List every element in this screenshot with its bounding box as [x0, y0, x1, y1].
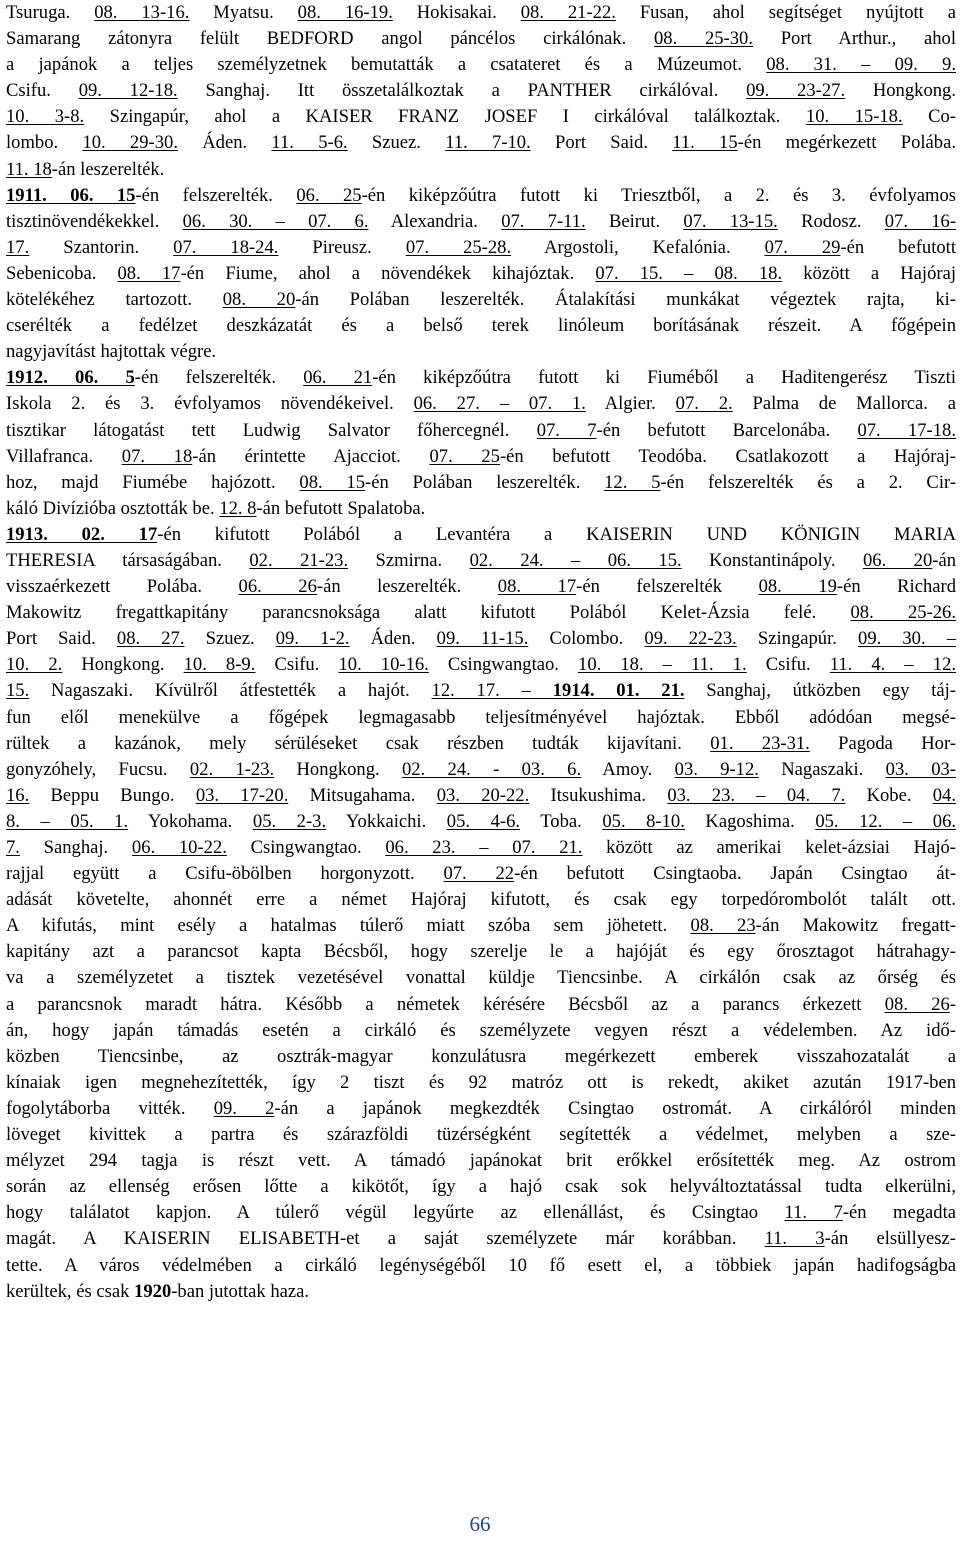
text-run: Samarang zátonyra felült BEDFORD angol páncélos cirkálónak.	[6, 28, 654, 50]
text-run: -án leszerelték.	[316, 576, 498, 598]
date-reference: 07. 18	[121, 445, 193, 467]
text-run: Szmirna.	[348, 549, 470, 571]
text-run: -án Polában leszerelték. Átalakítási munkákat végeztek rajta, ki-	[295, 289, 957, 311]
date-reference: 06. 20	[862, 549, 933, 571]
text-line	[6, 1200, 956, 1226]
date-reference: 01. 23-31.	[710, 732, 810, 754]
text-run: Mitsugahama.	[288, 784, 437, 806]
text-run: tisztinövendékekkel.	[6, 210, 183, 232]
text-run: Villafranca.	[6, 445, 122, 467]
date-reference: 1912. 06. 5	[6, 367, 135, 389]
date-reference: 10. 29-30.	[82, 132, 178, 154]
text-line	[6, 574, 956, 600]
text-run: kerültek, és csak	[6, 1280, 135, 1302]
date-reference: 10. 2.	[6, 654, 63, 676]
text-line	[6, 1044, 956, 1070]
text-run: Szingapúr.	[736, 628, 859, 650]
text-line	[6, 1226, 956, 1252]
date-reference: 05. 4-6.	[446, 810, 521, 832]
text-run: -én kiképzőútra futott ki Fiuméből a Haditengerész Tiszti	[372, 367, 957, 389]
text-run: Szuez.	[184, 628, 276, 650]
date-reference: 03. 17-20.	[195, 784, 289, 806]
date-reference: 1913. 02. 17	[6, 523, 158, 545]
text-run: -án elsüllyesz-	[824, 1228, 956, 1250]
date-reference: 17.	[6, 236, 30, 258]
text-run: -én Fiume, ahol a növendékek kihajóztak.	[180, 262, 596, 284]
text-run: Colombo.	[528, 628, 645, 650]
text-line	[6, 52, 956, 78]
text-line	[6, 861, 956, 887]
text-run: között a Hajóraj	[782, 262, 956, 284]
date-reference: 03. 03-	[885, 758, 956, 780]
text-run: rültek a kazánok, mely sérüléseket csak részben tudták kijavítani.	[6, 732, 711, 754]
text-line	[6, 913, 956, 939]
paragraph	[6, 365, 956, 522]
date-reference: 07. 22	[443, 863, 515, 885]
text-run: során az ellenség erősen lőtte a kikötőt, így a hajó csak sok helyváltoztatással tudta elkerülni,	[6, 1176, 956, 1198]
date-reference: 09. 2	[213, 1097, 275, 1119]
text-run: tette. A város védelmében a cirkáló legénységéből 10 fő esett el, a többiek japán hadifogságba	[6, 1254, 956, 1276]
text-line	[6, 965, 956, 991]
text-line	[6, 992, 956, 1018]
date-reference: 08. 21-22.	[520, 2, 616, 23]
date-reference: 08. 25-26.	[850, 602, 957, 624]
date-reference: 11. 4. – 12.	[829, 654, 957, 676]
date-reference: 08. 13-16.	[94, 2, 190, 23]
text-run: -én befutott Barcelonába.	[596, 419, 858, 441]
text-run: fun elől menekülve a főgépek legmagasabb teljesítményével hajóztak. Ebből adódóan megsé-	[6, 706, 956, 728]
date-reference: 09. 12-18.	[78, 80, 178, 102]
text-line	[6, 104, 956, 130]
text-run: -én kifutott Polából a Levantéra a KAISERIN UND KÖNIGIN MARIA	[157, 523, 956, 545]
date-reference: 05. 8-10.	[602, 810, 685, 832]
text-line	[6, 444, 956, 470]
text-line	[6, 705, 956, 731]
date-reference: 10. 15-18.	[805, 106, 903, 128]
date-reference: 06. 30. – 07. 6.	[182, 210, 369, 232]
text-run: Port Said.	[530, 132, 673, 154]
text-line	[6, 626, 956, 652]
text-line	[6, 1018, 956, 1044]
text-run: -én megadta	[842, 1202, 956, 1224]
text-run: Toba.	[520, 810, 603, 832]
text-run: Sebenicoba.	[6, 262, 118, 284]
date-reference: 02. 21-23.	[249, 549, 349, 571]
date-reference: 11. 7-10.	[445, 132, 531, 154]
text-line	[6, 313, 956, 339]
date-reference: 05. 2-3.	[252, 810, 327, 832]
text-run: kötelékéhez tartozott.	[6, 289, 223, 311]
date-reference: 02. 24. – 06. 15.	[469, 549, 682, 571]
date-reference: 03. 9-12.	[674, 758, 759, 780]
text-line	[6, 0, 956, 26]
text-line	[6, 600, 956, 626]
date-reference: 1914. 01. 21.	[552, 680, 685, 702]
text-line	[6, 287, 956, 313]
text-line	[6, 548, 956, 574]
text-run: -én felszerelték	[576, 576, 759, 598]
text-run: -én kiképzőútra futott ki Triesztből, a 2. és 3. évfolyamos	[361, 184, 956, 206]
text-run: Rodosz.	[777, 210, 885, 232]
text-run: Csingwangtao.	[428, 654, 579, 676]
date-reference: 03. 20-22.	[436, 784, 530, 806]
text-run: -án befutott Spalatoba.	[256, 497, 426, 519]
text-run: tisztikar látogatást tett Ludwig Salvator főhercegnél.	[6, 419, 537, 441]
text-run: Csingwangtao.	[226, 837, 386, 858]
text-run: -én felszerelték.	[135, 184, 297, 206]
date-reference: 06. 26	[238, 576, 317, 598]
text-line	[6, 365, 956, 391]
text-run: Kobe.	[845, 784, 933, 806]
date-reference: 08. 25-30.	[653, 28, 753, 50]
date-reference: 07. 2.	[675, 393, 733, 415]
text-line	[6, 470, 956, 496]
text-run: Konstantinápoly.	[681, 549, 863, 571]
text-run: káló Divízióba osztották be.	[6, 497, 220, 519]
text-run: 1920	[134, 1280, 172, 1302]
document-page	[6, 0, 956, 1305]
date-reference: 02. 1-23.	[189, 758, 275, 780]
text-run: -án Makowitz fregatt-	[755, 915, 957, 937]
date-reference: 12. 5	[604, 471, 661, 493]
text-run: -én Richard	[836, 576, 957, 598]
text-run: adását követelte, ahonnét erre a német Hajóraj kifutott, és csak egy torpedórombolót talált ott.	[6, 889, 956, 911]
date-reference: 07. 7	[536, 419, 597, 441]
date-reference: 08. 23	[690, 915, 756, 937]
date-reference: 06. 27. – 07. 1.	[413, 393, 586, 415]
date-reference: 09. 22-23.	[644, 628, 737, 650]
text-run: Pireusz.	[278, 236, 406, 258]
text-run: Sanghaj, útközben egy táj-	[684, 680, 956, 702]
text-line	[6, 26, 956, 52]
date-reference: 08. 19	[758, 576, 837, 598]
text-run: Csifu.	[746, 654, 830, 676]
text-line	[6, 339, 956, 365]
date-reference: 7.	[6, 837, 20, 858]
date-reference: 08. 27.	[116, 628, 185, 650]
date-reference: 16.	[6, 784, 30, 806]
text-run: -án	[932, 549, 957, 571]
text-run: Hongkong.	[845, 80, 956, 102]
text-line	[6, 1174, 956, 1200]
paragraph	[6, 0, 956, 183]
date-reference: 08. 26	[884, 993, 950, 1015]
text-run: Beppu Bungo.	[29, 784, 196, 806]
text-line	[6, 1148, 956, 1174]
date-reference: 06. 25	[296, 184, 362, 206]
text-line	[6, 130, 956, 156]
text-run: Pagoda Hor-	[809, 732, 956, 754]
date-reference: 08. 20	[222, 289, 296, 311]
text-run: kínaiak igen megnehezítették, így 2 tiszt és 92 matróz ott is rekedt, akiket azután 1917-ben	[6, 1071, 956, 1093]
text-run: Amoy.	[581, 758, 675, 780]
text-run: Sanghaj. Itt összetalálkoztak a PANTHER cirkálóval.	[177, 80, 747, 102]
text-run: -án a japánok megkezdték Csingtao ostromát. A cirkálóról minden	[274, 1097, 957, 1119]
text-run: Palma de Mallorca. a	[732, 393, 956, 415]
text-run: Áden.	[177, 132, 272, 154]
text-line	[6, 522, 956, 548]
date-reference: 07. 18-24.	[173, 236, 279, 258]
date-reference: 07. 16-	[884, 210, 957, 232]
text-run: Hokisakai.	[392, 2, 521, 23]
date-reference: 07. 15. – 08. 18.	[595, 262, 783, 284]
text-run: Nagaszaki. Kívülről átfestették a hajót.	[29, 680, 432, 702]
text-run: Tsuruga.	[6, 2, 95, 23]
date-reference: 06. 23. – 07. 21.	[385, 837, 583, 858]
text-run: -én befutott Teodóba. Csatlakozott a Hajóraj-	[499, 445, 956, 467]
text-line	[6, 235, 956, 261]
text-run: lombo.	[6, 132, 83, 154]
text-run: Port Arthur., ahol	[752, 28, 956, 50]
text-line	[6, 1070, 956, 1096]
text-run: visszaérkezett Polába.	[6, 576, 239, 598]
date-reference: 12. 17. –	[431, 680, 553, 702]
date-reference: 12. 8	[219, 497, 257, 519]
date-reference: 10. 3-8.	[6, 106, 85, 128]
date-reference: 06. 21	[303, 367, 373, 389]
date-reference: 09. 11-15.	[436, 628, 529, 650]
text-line	[6, 939, 956, 965]
text-run: -én Polában leszerelték.	[365, 471, 605, 493]
text-run: Szuez.	[347, 132, 446, 154]
text-run: Fusan, ahol segítséget nyújtott a	[615, 2, 956, 23]
text-run: Szantorin.	[29, 236, 174, 258]
text-line	[6, 757, 956, 783]
text-run: -én megérkezett Polába.	[737, 132, 956, 154]
date-reference: 10. 18. – 11. 1.	[578, 654, 747, 676]
text-run: A kifutás, mint esély a hatalmas túlerő miatt szóba sem jöhetett.	[6, 915, 691, 937]
text-run: -án érintette Ajacciot.	[192, 445, 430, 467]
text-run: a parancsnok maradt hátra. Később a németek kérésére Bécsből az a parancs érkezett	[6, 993, 885, 1015]
text-run: Iskola 2. és 3. évfolyamos növendékeivel.	[6, 393, 414, 415]
text-line	[6, 391, 956, 417]
text-line	[6, 78, 956, 104]
text-run: Yokkaichi.	[326, 810, 447, 832]
date-reference: 09. 1-2.	[275, 628, 350, 650]
date-reference: 8. – 05. 1.	[6, 810, 129, 832]
text-run: löveget kivittek a partra és szárazföldi tüzérségként segítették a védelmet, melyben a sze-	[6, 1124, 956, 1146]
text-run: Csifu.	[255, 654, 339, 676]
text-line	[6, 652, 956, 678]
date-reference: 11. 15	[672, 132, 738, 154]
text-line	[6, 157, 956, 183]
text-run: Sanghaj.	[19, 837, 132, 858]
date-reference: 07. 17-18.	[857, 419, 956, 441]
text-run: a japánok a teljes személyzetnek bemutatták a csatateret és a Múzeumot.	[6, 54, 767, 76]
date-reference: 07. 29	[764, 236, 841, 258]
text-run: -ban jutottak haza.	[171, 1280, 310, 1302]
text-run: Myatsu.	[189, 2, 298, 23]
date-reference: 08. 16-19.	[297, 2, 393, 23]
text-line	[6, 418, 956, 444]
text-run: Algier.	[585, 393, 676, 415]
page-number: 66	[469, 1512, 491, 1536]
text-run: va a személyzetet a tisztek vezetésével vonattal küldje Tiencsinbe. A cirkálón csak az őrség és	[6, 967, 956, 989]
date-reference: 04.	[932, 784, 956, 806]
text-run: -én felszerelték.	[134, 367, 304, 389]
text-run: rajjal együtt a Csifu-öbölben horgonyzott.	[6, 863, 444, 885]
text-line	[6, 1279, 956, 1305]
text-line	[6, 183, 956, 209]
text-run: Yokohama.	[128, 810, 253, 832]
text-run: Nagaszaki.	[758, 758, 886, 780]
text-line	[6, 731, 956, 757]
date-reference: 10. 10-16.	[338, 654, 429, 676]
text-run: án, hogy japán támadás esetén a cirkáló és személyzete vegyen részt a védelemben. Az idő-	[6, 1019, 956, 1041]
text-line	[6, 496, 956, 522]
date-reference: 09. 30. –	[858, 628, 956, 650]
date-reference: 10. 8-9.	[183, 654, 256, 676]
text-run: Hongkong.	[62, 654, 184, 676]
text-run: Hongkong.	[274, 758, 402, 780]
date-reference: 11. 3	[764, 1228, 825, 1250]
date-reference: 08. 17	[117, 262, 181, 284]
text-line	[6, 887, 956, 913]
text-line	[6, 1096, 956, 1122]
date-reference: 09. 23-27.	[746, 80, 846, 102]
text-run: -én befutott Csingtaoba. Japán Csingtao át-	[514, 863, 957, 885]
text-run: hoz, majd Fiumébe hajózott.	[6, 471, 300, 493]
date-reference: 07. 7-11.	[501, 210, 586, 232]
date-reference: 08. 31. – 09. 9.	[766, 54, 956, 76]
text-run: cserélték a fedélzet deszkázatát és a belső terek linóleum borításának részeit. A főgépein	[6, 315, 956, 337]
text-run: gonyzóhely, Fucsu.	[6, 758, 190, 780]
text-run: -én felszerelték és a 2. Cir-	[660, 471, 957, 493]
text-run: Alexandria.	[368, 210, 502, 232]
text-run: hogy találatot kapjon. A túlerő végül legyűrte az ellenállást, és Csingtao	[6, 1202, 785, 1224]
text-run: fogolytáborba vitték.	[6, 1097, 214, 1119]
text-run: közben Tiencsinbe, az osztrák-magyar konzulátusra megérkezett emberek visszahozatalát a	[6, 1045, 956, 1067]
text-run: Port Said.	[6, 628, 117, 650]
paragraph	[6, 183, 956, 366]
date-reference: 08. 17	[497, 576, 577, 598]
text-run: Co-	[902, 106, 956, 128]
date-reference: 02. 24. - 03. 6.	[401, 758, 582, 780]
text-run: nagyjavítást hajtottak végre.	[6, 341, 217, 363]
date-reference: 11. 7	[784, 1202, 843, 1224]
date-reference: 1911. 06. 15	[6, 184, 136, 206]
date-reference: 07. 25	[429, 445, 500, 467]
date-reference: 03. 23. – 04. 7.	[667, 784, 846, 806]
text-run: Kagoshima.	[684, 810, 816, 832]
date-reference: 08. 15	[299, 471, 366, 493]
text-line	[6, 261, 956, 287]
date-reference: 06. 10-22.	[131, 837, 227, 858]
text-run: -én befutott	[840, 236, 957, 258]
text-line	[6, 209, 956, 235]
date-reference: 05. 12. – 06.	[815, 810, 957, 832]
text-line	[6, 783, 956, 809]
text-line	[6, 1253, 956, 1279]
text-run: Beirut.	[585, 210, 684, 232]
date-reference: 15.	[6, 680, 30, 702]
text-run: Szingapúr, ahol a KAISER FRANZ JOSEF I cirkálóval találkoztak.	[84, 106, 806, 128]
text-run: Argostoli, Kefalónia.	[511, 236, 765, 258]
text-run: kapitány azt a parancsot kapta Bécsből, hogy szerelje le a hajóját és egy őrosztagot hátrahagy-	[6, 941, 956, 963]
text-run: -án leszerelték.	[51, 158, 165, 180]
paragraph	[6, 522, 956, 1305]
text-run: Makowitz fregattkapitány parancsnoksága alatt kifutott Polából Kelet-Ázsia felé.	[6, 602, 851, 624]
date-reference: 07. 25-28.	[405, 236, 512, 258]
text-line	[6, 835, 956, 861]
text-run: Csifu.	[6, 80, 79, 102]
date-reference: 07. 13-15.	[683, 210, 778, 232]
text-run: Áden.	[349, 628, 437, 650]
text-line	[6, 678, 956, 704]
date-reference: 11. 5-6.	[271, 132, 348, 154]
date-reference: 11. 18	[6, 158, 52, 180]
text-run: -	[949, 993, 956, 1015]
text-run: Itsukushima.	[529, 784, 668, 806]
text-run: mélyzet 294 tagja is részt vett. A támadó japánokat brit erőkkel erősítették meg. Az ostrom	[6, 1150, 956, 1172]
text-line	[6, 1122, 956, 1148]
text-run: között az amerikai kelet-ázsiai Hajó-	[582, 837, 956, 858]
text-run: magát. A KAISERIN ELISABETH-et a saját személyzete már korábban.	[6, 1228, 765, 1250]
text-line	[6, 809, 956, 835]
text-run: THERESIA társaságában.	[6, 549, 250, 571]
